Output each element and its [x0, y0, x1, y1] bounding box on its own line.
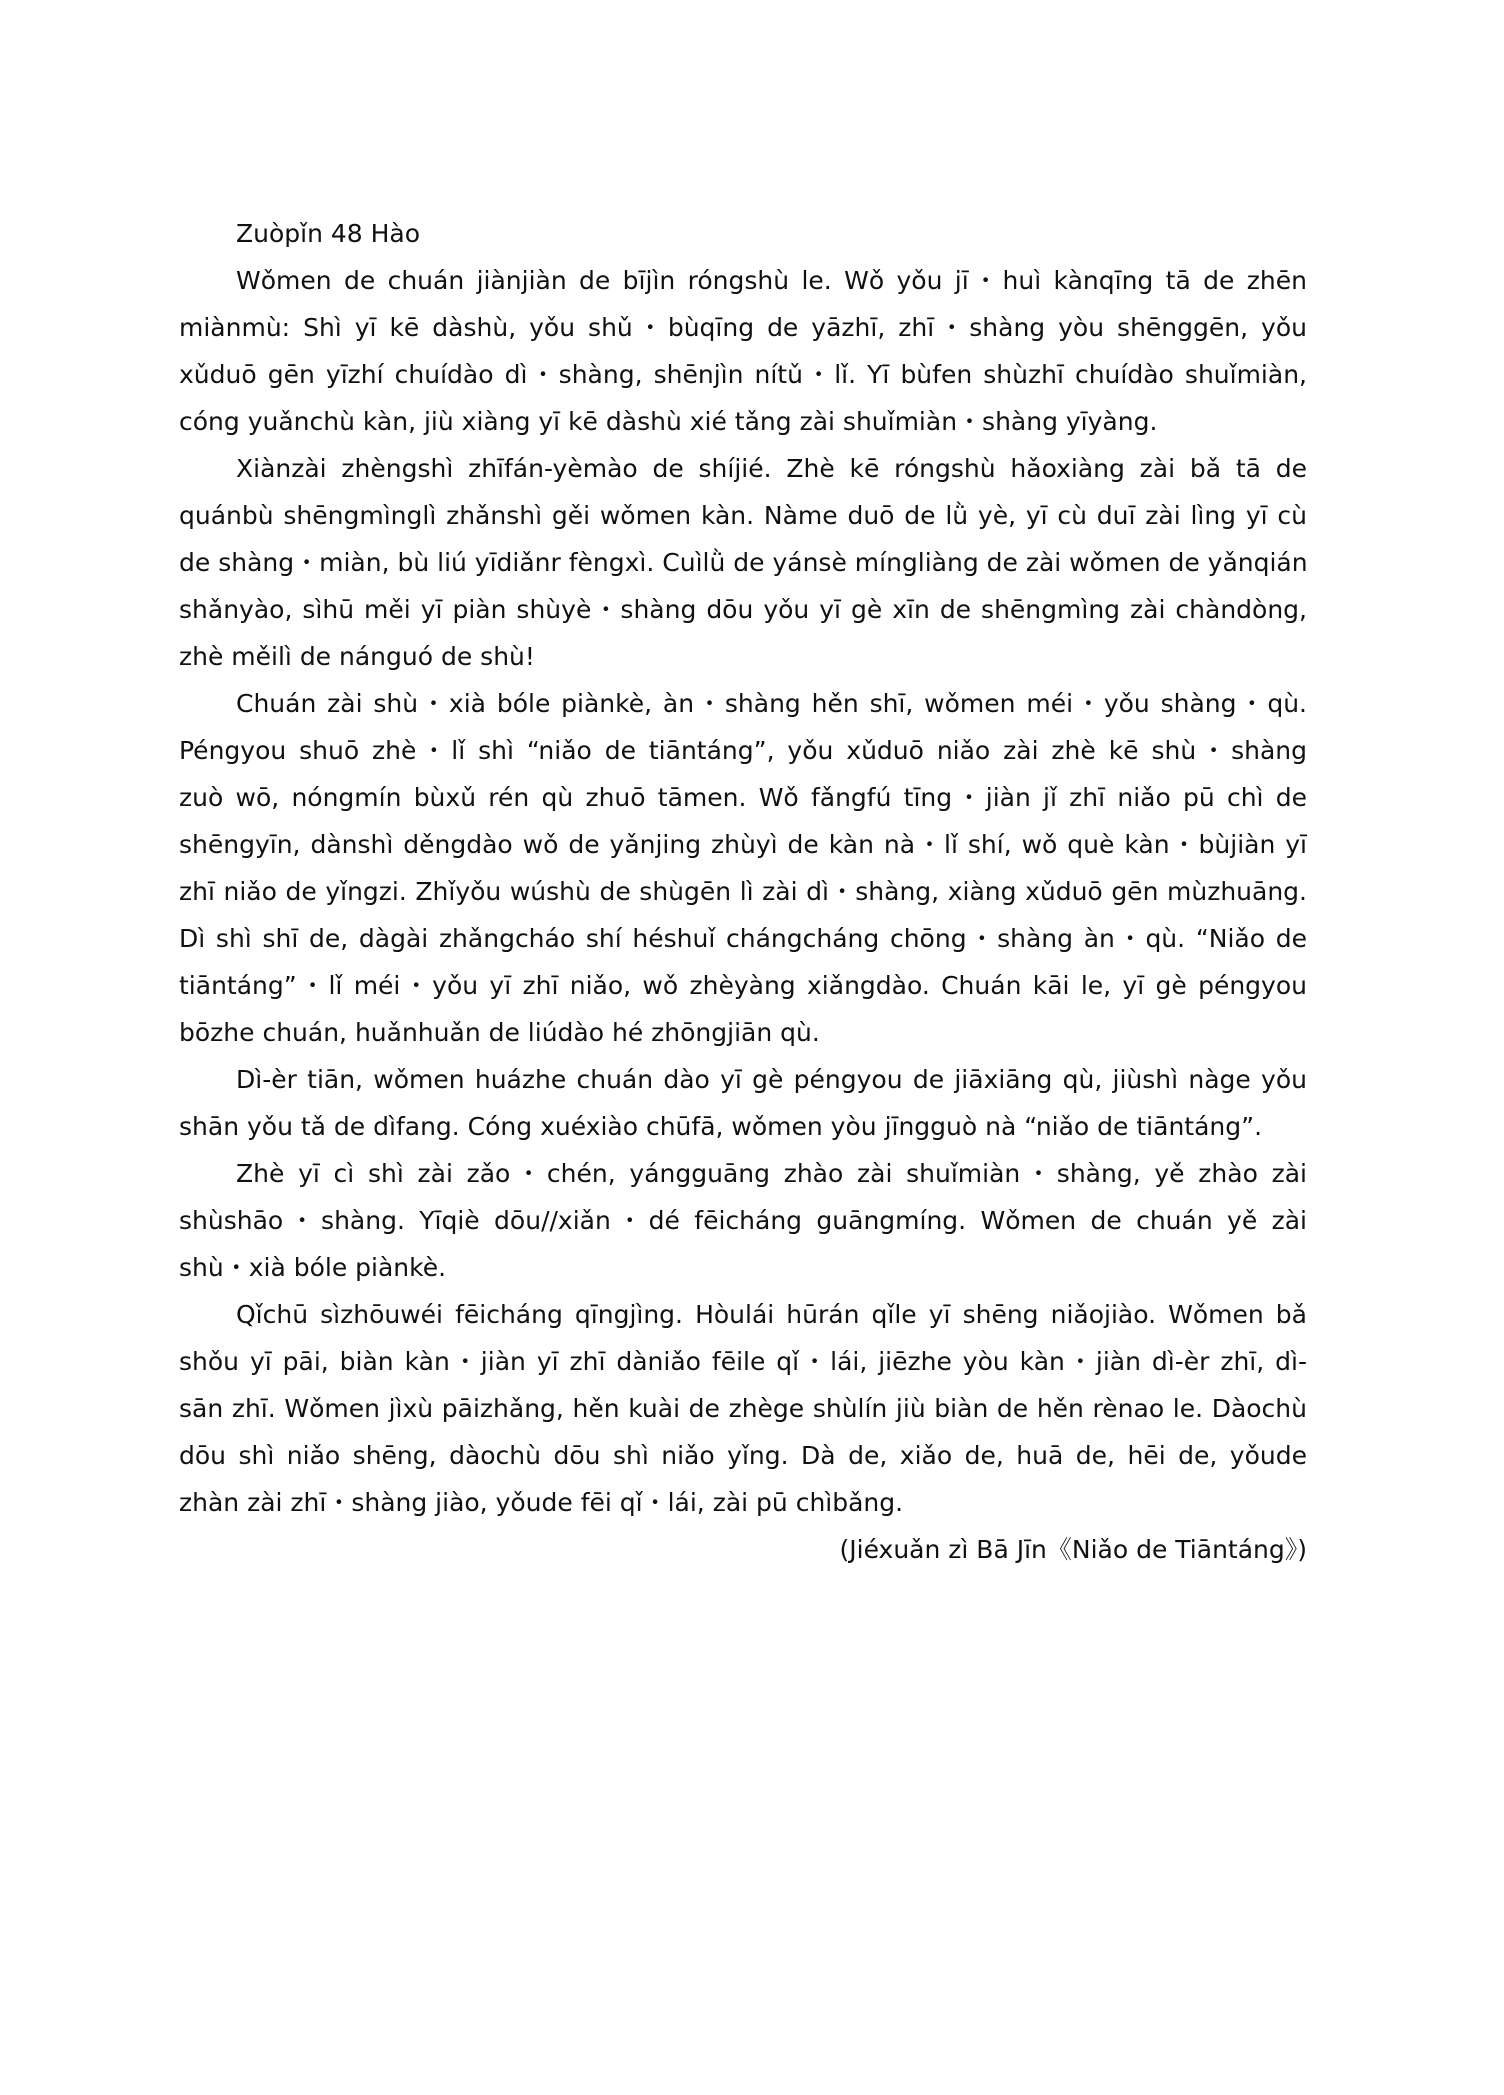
text-line: shǎnyào, sìhū měi yī piàn shùyè・shàng dōu yǒu yī gè xīn de shēngmìng zài chàndòng,: [179, 595, 1307, 624]
text-line: zhī niǎo de yǐngzi. Zhǐyǒu wúshù de shùgēn lì zài dì・shàng, xiàng xǔduō gēn mùzhuāng.: [179, 877, 1307, 906]
source-citation: (Jiéxuǎn zì Bā Jīn《Niǎo de Tiāntáng》): [839, 1535, 1307, 1564]
paragraph: [179, 1056, 1307, 1150]
text-line: zuò wō, nóngmín bùxǔ rén qù zhuō tāmen. Wǒ fǎngfú tīng・jiàn jǐ zhī niǎo pū chì de: [179, 783, 1307, 812]
paragraph: [179, 1150, 1307, 1291]
text-line: bōzhe chuán, huǎnhuǎn de liúdào hé zhōngjiān qù.: [179, 1018, 820, 1047]
text-line: miànmù: Shì yī kē dàshù, yǒu shǔ・bùqīng de yāzhī, zhī・shàng yòu shēnggēn, yǒu: [179, 313, 1307, 342]
text-line: zhàn zài zhī・shàng jiào, yǒude fēi qǐ・lái, zài pū chìbǎng.: [179, 1488, 904, 1517]
text-line: shù・xià bóle piànkè.: [179, 1253, 447, 1282]
paragraph: [179, 1291, 1307, 1526]
paragraph: [179, 680, 1307, 1056]
text-line: dōu shì niǎo shēng, dàochù dōu shì niǎo yǐng. Dà de, xiǎo de, huā de, hēi de, yǒude: [179, 1441, 1307, 1470]
text-line: Péngyou shuō zhè・lǐ shì “niǎo de tiāntáng”, yǒu xǔduō niǎo zài zhè kē shù・shàng: [179, 736, 1307, 765]
paragraph: [179, 445, 1307, 680]
paragraph: [179, 257, 1307, 445]
text-line: de shàng・miàn, bù liú yīdiǎnr fèngxì. Cuìlǜ de yánsè míngliàng de zài wǒmen de yǎnqián: [179, 548, 1308, 577]
text-line: Wǒmen de chuán jiànjiàn de bījìn róngshù le. Wǒ yǒu jī・huì kànqīng tā de zhēn: [236, 266, 1307, 295]
text-line: Xiànzài zhèngshì zhīfán-yèmào de shíjié. Zhè kē róngshù hǎoxiàng zài bǎ tā de: [236, 454, 1307, 483]
text-line: tiāntáng”・lǐ méi・yǒu yī zhī niǎo, wǒ zhèyàng xiǎngdào. Chuán kāi le, yī gè péngyou: [179, 971, 1307, 1000]
text-line: shùshāo・shàng. Yīqiè dōu//xiǎn・dé fēicháng guāngmíng. Wǒmen de chuán yě zài: [179, 1206, 1307, 1235]
text-line: quánbù shēngmìnglì zhǎnshì gěi wǒmen kàn. Nàme duō de lǜ yè, yī cù duī zài lìng yī cù: [179, 501, 1307, 530]
text-line: Dì shì shī de, dàgài zhǎngcháo shí héshuǐ chángcháng chōng・shàng àn・qù. “Niǎo de: [179, 924, 1307, 953]
text-line: shān yǒu tǎ de dìfang. Cóng xuéxiào chūfā, wǒmen yòu jīngguò nà “niǎo de tiāntáng”.: [179, 1112, 1263, 1141]
text-line: Qǐchū sìzhōuwéi fēicháng qīngjìng. Hòulái hūrán qǐle yī shēng niǎojiào. Wǒmen bǎ: [236, 1300, 1307, 1329]
text-line: shēngyīn, dànshì děngdào wǒ de yǎnjing zhùyì de kàn nà・lǐ shí, wǒ què kàn・bùjiàn yī: [179, 830, 1307, 859]
work-title: Zuòpǐn 48 Hào: [236, 219, 421, 248]
text-line: Chuán zài shù・xià bóle piànkè, àn・shàng hěn shī, wǒmen méi・yǒu shàng・qù.: [236, 689, 1307, 718]
text-body: [179, 210, 1307, 1573]
text-line: shǒu yī pāi, biàn kàn・jiàn yī zhī dàniǎo fēile qǐ・lái, jiēzhe yòu kàn・jiàn dì-èr zhī, dì-: [179, 1347, 1307, 1376]
text-line: Dì-èr tiān, wǒmen huázhe chuán dào yī gè péngyou de jiāxiāng qù, jiùshì nàge yǒu: [236, 1065, 1307, 1094]
text-line: zhè měilì de nánguó de shù!: [179, 642, 535, 671]
text-line: cóng yuǎnchù kàn, jiù xiàng yī kē dàshù xié tǎng zài shuǐmiàn・shàng yīyàng.: [179, 407, 1158, 436]
text-line: xǔduō gēn yīzhí chuídào dì・shàng, shēnjìn nítǔ・lǐ. Yī bùfen shùzhī chuídào shuǐmiàn,: [179, 360, 1307, 389]
text-line: Zhè yī cì shì zài zǎo・chén, yángguāng zhào zài shuǐmiàn・shàng, yě zhào zài: [236, 1159, 1307, 1188]
text-line: sān zhī. Wǒmen jìxù pāizhǎng, hěn kuài de zhège shùlín jiù biàn de hěn rènao le. Dàochù: [179, 1394, 1307, 1423]
